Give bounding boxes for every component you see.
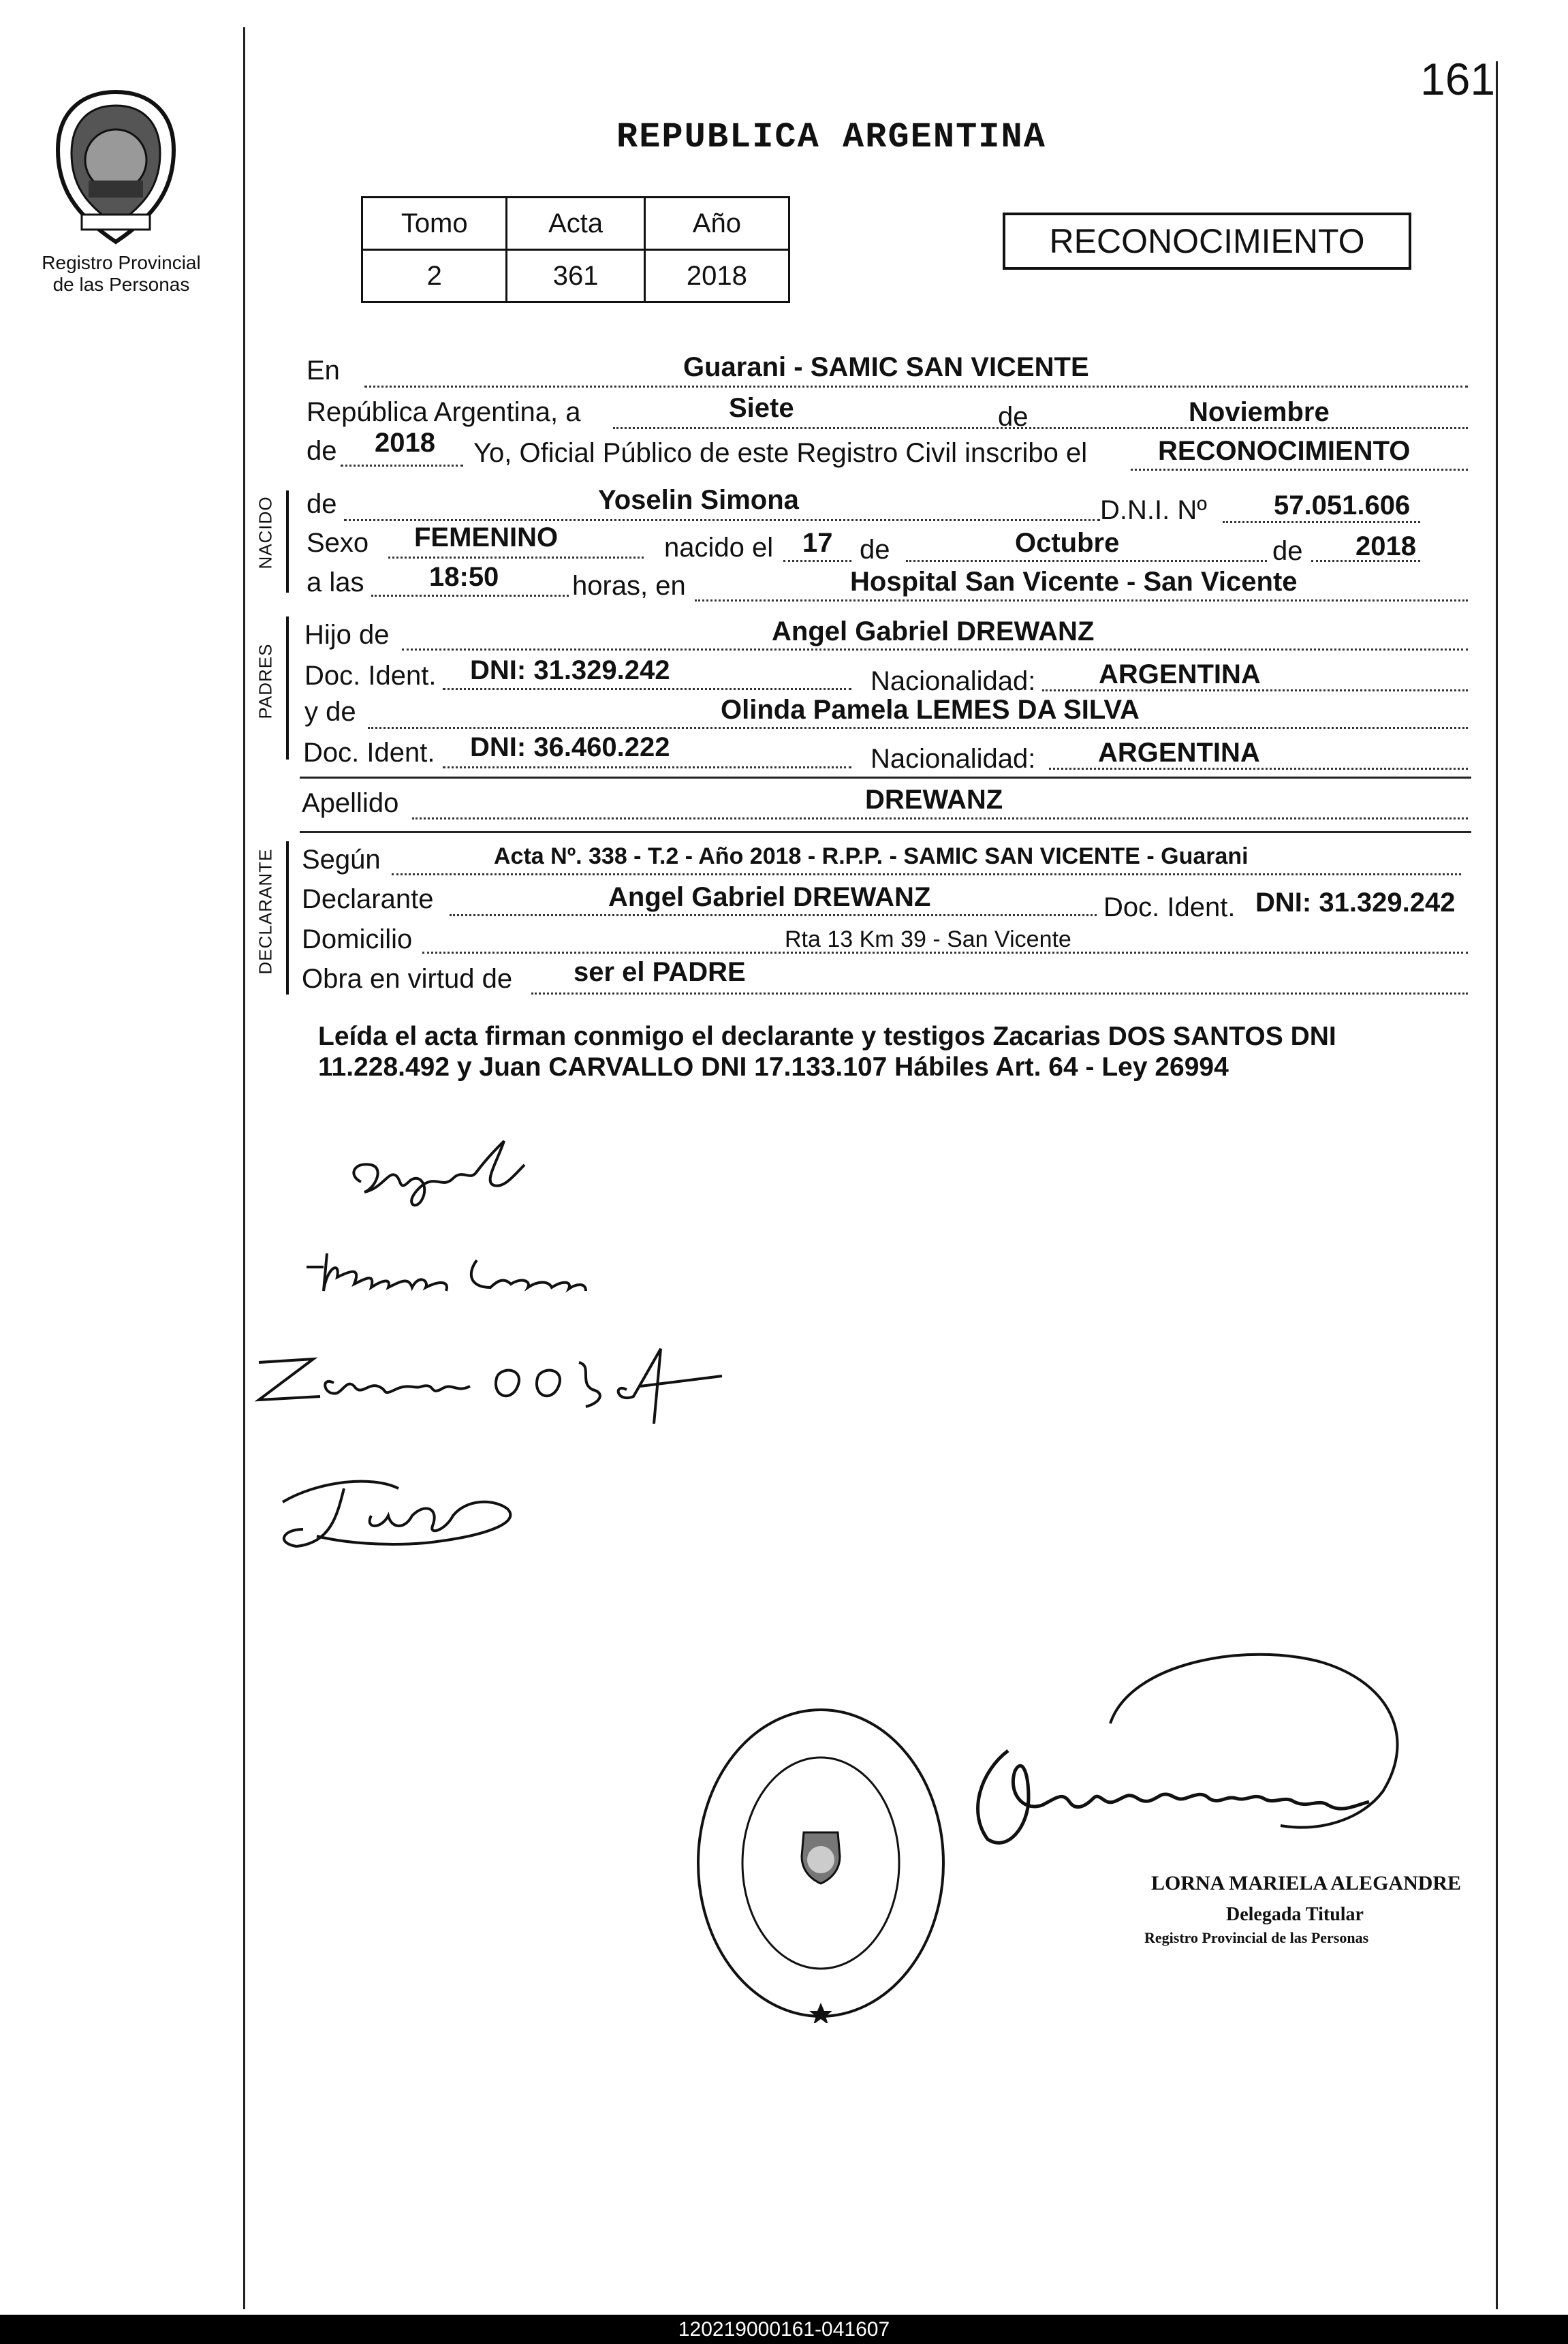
signature-zacarias-icon bbox=[245, 1328, 763, 1431]
table-value-tomo: 2 bbox=[362, 250, 507, 302]
left-margin-line bbox=[243, 27, 245, 2309]
nacionalidad-label-1: Nacionalidad: bbox=[871, 666, 1036, 696]
stamp-icon bbox=[691, 1703, 950, 2023]
de-label-4: de bbox=[860, 535, 890, 565]
lugar-dots bbox=[695, 599, 1468, 601]
hora-dots bbox=[371, 595, 569, 597]
dni-label: D.N.I. Nº bbox=[1100, 495, 1207, 525]
signature-angel bbox=[334, 1134, 552, 1219]
inscribo-dots bbox=[1131, 469, 1468, 471]
nacido-dia: 17 bbox=[802, 528, 833, 558]
segun-label: Según bbox=[302, 845, 381, 875]
signature-angel-icon bbox=[334, 1134, 552, 1216]
signature-zacarias bbox=[245, 1328, 763, 1434]
republica-label: República Argentina, a bbox=[307, 397, 581, 427]
doc-type-label: RECONOCIMIENTO bbox=[1049, 222, 1365, 260]
document-title: REPUBLICA ARGENTINA bbox=[616, 117, 1046, 157]
segun-value: Acta Nº. 338 - T.2 - Año 2018 - R.P.P. - SAMIC SAN VICENTE - Guarani bbox=[494, 843, 1249, 869]
de-label-2: de bbox=[307, 436, 337, 466]
domicilio-label: Domicilio bbox=[302, 924, 413, 954]
domicilio-value: Rta 13 Km 39 - San Vicente bbox=[785, 926, 1071, 952]
nacido-mes: Octubre bbox=[1015, 528, 1120, 558]
doc-ident-label-2: Doc. Ident. bbox=[303, 738, 435, 768]
hijo-label: Hijo de bbox=[304, 620, 390, 650]
nombre-value: Yoselin Simona bbox=[598, 485, 799, 515]
y-de-label: y de bbox=[304, 697, 356, 727]
dni-dots bbox=[1223, 521, 1420, 523]
signature-juan-icon bbox=[262, 1461, 548, 1563]
sexo-dots bbox=[388, 557, 644, 559]
madre-value: Olinda Pamela LEMES DA SILVA bbox=[721, 695, 1140, 725]
padre-nac: ARGENTINA bbox=[1099, 659, 1261, 689]
section-declarante: DECLARANTE bbox=[255, 848, 276, 975]
anio-value: 2018 bbox=[375, 428, 435, 458]
de-label-1: de bbox=[998, 402, 1029, 432]
official-subtitle: Registro Provincial de las Personas bbox=[1144, 1929, 1369, 1946]
doc-type-box bbox=[1003, 213, 1411, 270]
nacido-anio: 2018 bbox=[1355, 531, 1416, 561]
section-nacido: NACIDO bbox=[255, 496, 276, 569]
table-header-tomo: Tomo bbox=[362, 198, 507, 250]
oficial-text: Yo, Oficial Público de este Registro Civil inscribo el bbox=[473, 438, 1088, 468]
nombre-dots bbox=[344, 519, 1100, 521]
inscribo-value: RECONOCIMIENTO bbox=[1158, 436, 1411, 466]
doc-ident-label-1: Doc. Ident. bbox=[304, 661, 437, 691]
apellido-label: Apellido bbox=[302, 788, 399, 818]
page-number: 161 bbox=[1420, 54, 1496, 104]
declarante-label: Declarante bbox=[302, 884, 434, 914]
madre-doc-dots bbox=[443, 766, 851, 768]
padre-dots bbox=[402, 648, 1468, 651]
segun-dots bbox=[392, 873, 1461, 875]
logo-caption-2: de las Personas bbox=[52, 274, 190, 295]
table-header-acta: Acta bbox=[507, 198, 644, 250]
madre-nac: ARGENTINA bbox=[1098, 738, 1260, 768]
registry-table bbox=[361, 196, 790, 303]
nacionalidad-label-2: Nacionalidad: bbox=[871, 744, 1036, 774]
en-value: Guarani - SAMIC SAN VICENTE bbox=[683, 352, 1089, 382]
signature-official bbox=[940, 1635, 1417, 1884]
hora-value: 18:50 bbox=[429, 562, 499, 592]
padre-doc: DNI: 31.329.242 bbox=[470, 655, 670, 685]
padre-value: Angel Gabriel DREWANZ bbox=[772, 616, 1095, 646]
doc-ident-label-3: Doc. Ident. bbox=[1103, 892, 1236, 922]
seal-icon bbox=[48, 85, 184, 249]
dia-nac-dots bbox=[783, 560, 851, 562]
mes-nac-dots bbox=[906, 560, 1267, 562]
table-value-acta: 361 bbox=[507, 250, 644, 302]
sexo-label: Sexo bbox=[307, 528, 369, 558]
obra-value: ser el PADRE bbox=[574, 957, 746, 987]
apellido-dots bbox=[412, 817, 1468, 819]
lugar-value: Hospital San Vicente - San Vicente bbox=[850, 567, 1298, 597]
separator-2 bbox=[300, 831, 1471, 833]
mes-value: Noviembre bbox=[1189, 397, 1330, 427]
en-label: En bbox=[307, 356, 340, 386]
signature-pamela-icon bbox=[286, 1240, 599, 1308]
anio-dots bbox=[341, 465, 463, 467]
signature-juan bbox=[262, 1461, 548, 1567]
closing-line-1: Leída el acta firman conmigo el declarante y testigos Zacarias DOS SANTOS DNI bbox=[318, 1022, 1336, 1051]
padres-bar bbox=[286, 616, 289, 760]
provincial-logo bbox=[48, 85, 184, 249]
declarante-dots bbox=[450, 914, 1097, 916]
declarante-doc: DNI: 31.329.242 bbox=[1255, 888, 1456, 918]
right-margin-line bbox=[1496, 61, 1498, 2309]
nacido-bar bbox=[286, 490, 289, 593]
signature-official-icon bbox=[940, 1635, 1417, 1880]
official-name: LORNA MARIELA ALEGANDRE bbox=[1151, 1872, 1462, 1894]
padre-doc-dots bbox=[443, 688, 851, 690]
en-dots bbox=[364, 386, 1468, 388]
de-label-3: de bbox=[307, 489, 337, 519]
closing-line-2: 11.228.492 y Juan CARVALLO DNI 17.133.107 Hábiles Art. 64 - Ley 26994 bbox=[318, 1052, 1229, 1082]
dni-value: 57.051.606 bbox=[1274, 490, 1411, 520]
madre-dots bbox=[368, 727, 1468, 729]
footer-code: 120219000161-041607 bbox=[0, 2315, 1568, 2344]
madre-doc: DNI: 36.460.222 bbox=[470, 732, 670, 762]
declarante-value: Angel Gabriel DREWANZ bbox=[608, 882, 931, 912]
obra-label: Obra en virtud de bbox=[302, 964, 513, 994]
sexo-value: FEMENINO bbox=[414, 522, 559, 552]
section-padres: PADRES bbox=[255, 643, 276, 719]
separator-1 bbox=[300, 777, 1471, 779]
republica-dots bbox=[613, 427, 1468, 429]
nacido-label: nacido el bbox=[664, 533, 774, 563]
table-value-anio: 2018 bbox=[644, 250, 789, 302]
declarante-bar bbox=[286, 841, 289, 995]
table-header-anio: Año bbox=[644, 198, 789, 250]
official-stamp bbox=[691, 1703, 950, 2027]
obra-dots bbox=[531, 993, 1468, 995]
a-las-label: a las bbox=[307, 567, 364, 597]
official-title: Delegada Titular bbox=[1226, 1904, 1364, 1925]
signature-pamela bbox=[286, 1240, 599, 1311]
logo-caption-1: Registro Provincial bbox=[42, 252, 201, 273]
de-label-5: de bbox=[1272, 536, 1303, 566]
apellido-value: DREWANZ bbox=[865, 785, 1003, 815]
horas-label: horas, en bbox=[572, 571, 686, 601]
dia-value: Siete bbox=[729, 393, 794, 423]
